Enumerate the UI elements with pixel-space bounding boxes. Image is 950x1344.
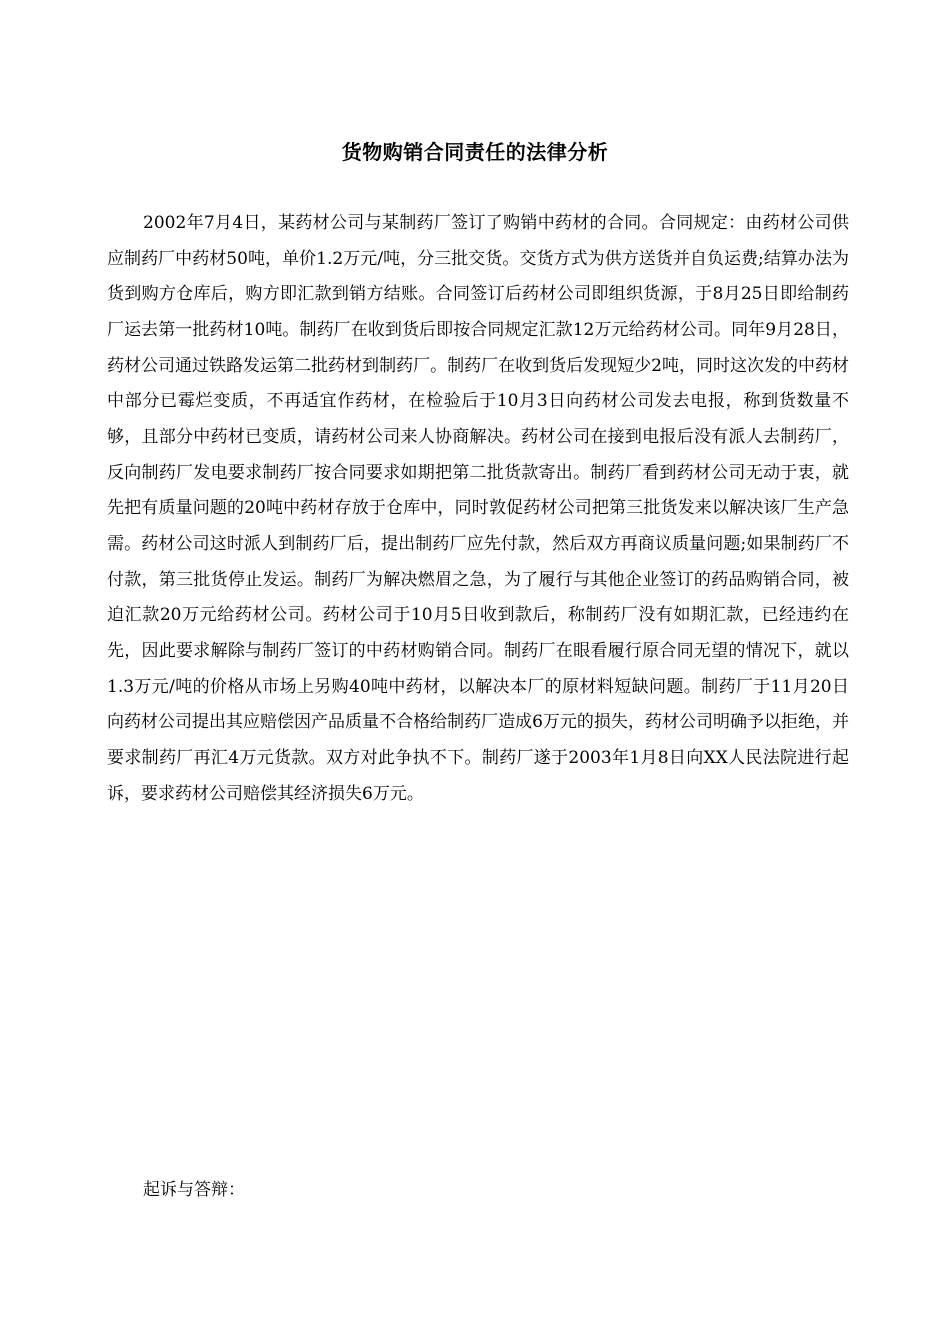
case-facts-paragraph: 2002年7月4日，某药材公司与某制药厂签订了购销中药材的合同。合同规定：由药材公司供应制药厂中药材50吨，单价1.2万元/吨，分三批交货。交货方式为供方送货并自负运费;结算办法为货到购方仓库后，购方即汇款到销方结账。合同签订后药材公司即组织货源，于8月25日即给制药厂运去第一批药材10吨。制药厂在收到货后即按合同规定汇款12万元给药材公司。同年9月28日，药材公司通过铁路发运第二批药材到制药厂。制药厂在收到货后发现短少2吨，同时这次发的中药材中部分已霉烂变质，不再适宜作药材，在检验后于10月3日向药材公司发去电报，称到货数量不够，且部分中药材已变质，请药材公司来人协商解决。药材公司在接到电报后没有派人去制药厂，反向制药厂发电要求制药厂按合同要求如期把第二批货款寄出。制药厂看到药材公司无动于衷，就先把有质量问题的20吨中药材存放于仓库中，同时敦促药材公司把第三批货发来以解决该厂生产急需。药材公司这时派人到制药厂后，提出制药厂应先付款，然后双方再商议质量问题;如果制药厂不付款，第三批货停止发运。制药厂为解决燃眉之急，为了履行与其他企业签订的药品购销合同，被迫汇款20万元给药材公司。药材公司于10月5日收到款后，称制药厂没有如期汇款，已经违约在先，因此要求解除与制药厂签订的中药材购销合同。制药厂在眼看履行原合同无望的情况下，就以1.3万元/吨的价格从市场上另购40吨中药材，以解决本厂的原材料短缺问题。制药厂于11月20日向药材公司提出其应赔偿因产品质量不合格给制药厂造成6万元的损失，药材公司明确予以拒绝，并要求制药厂再汇4万元货款。双方对此争执不下。制药厂遂于2003年1月8日向XX人民法院进行起诉，要求药材公司赔偿其经济损失6万元。 <box>107 213 849 804</box>
document-title: 货物购销合同责任的法律分析 <box>341 140 609 165</box>
section-heading-complaint-and-defense: 起诉与答辩： <box>143 1180 245 1200</box>
